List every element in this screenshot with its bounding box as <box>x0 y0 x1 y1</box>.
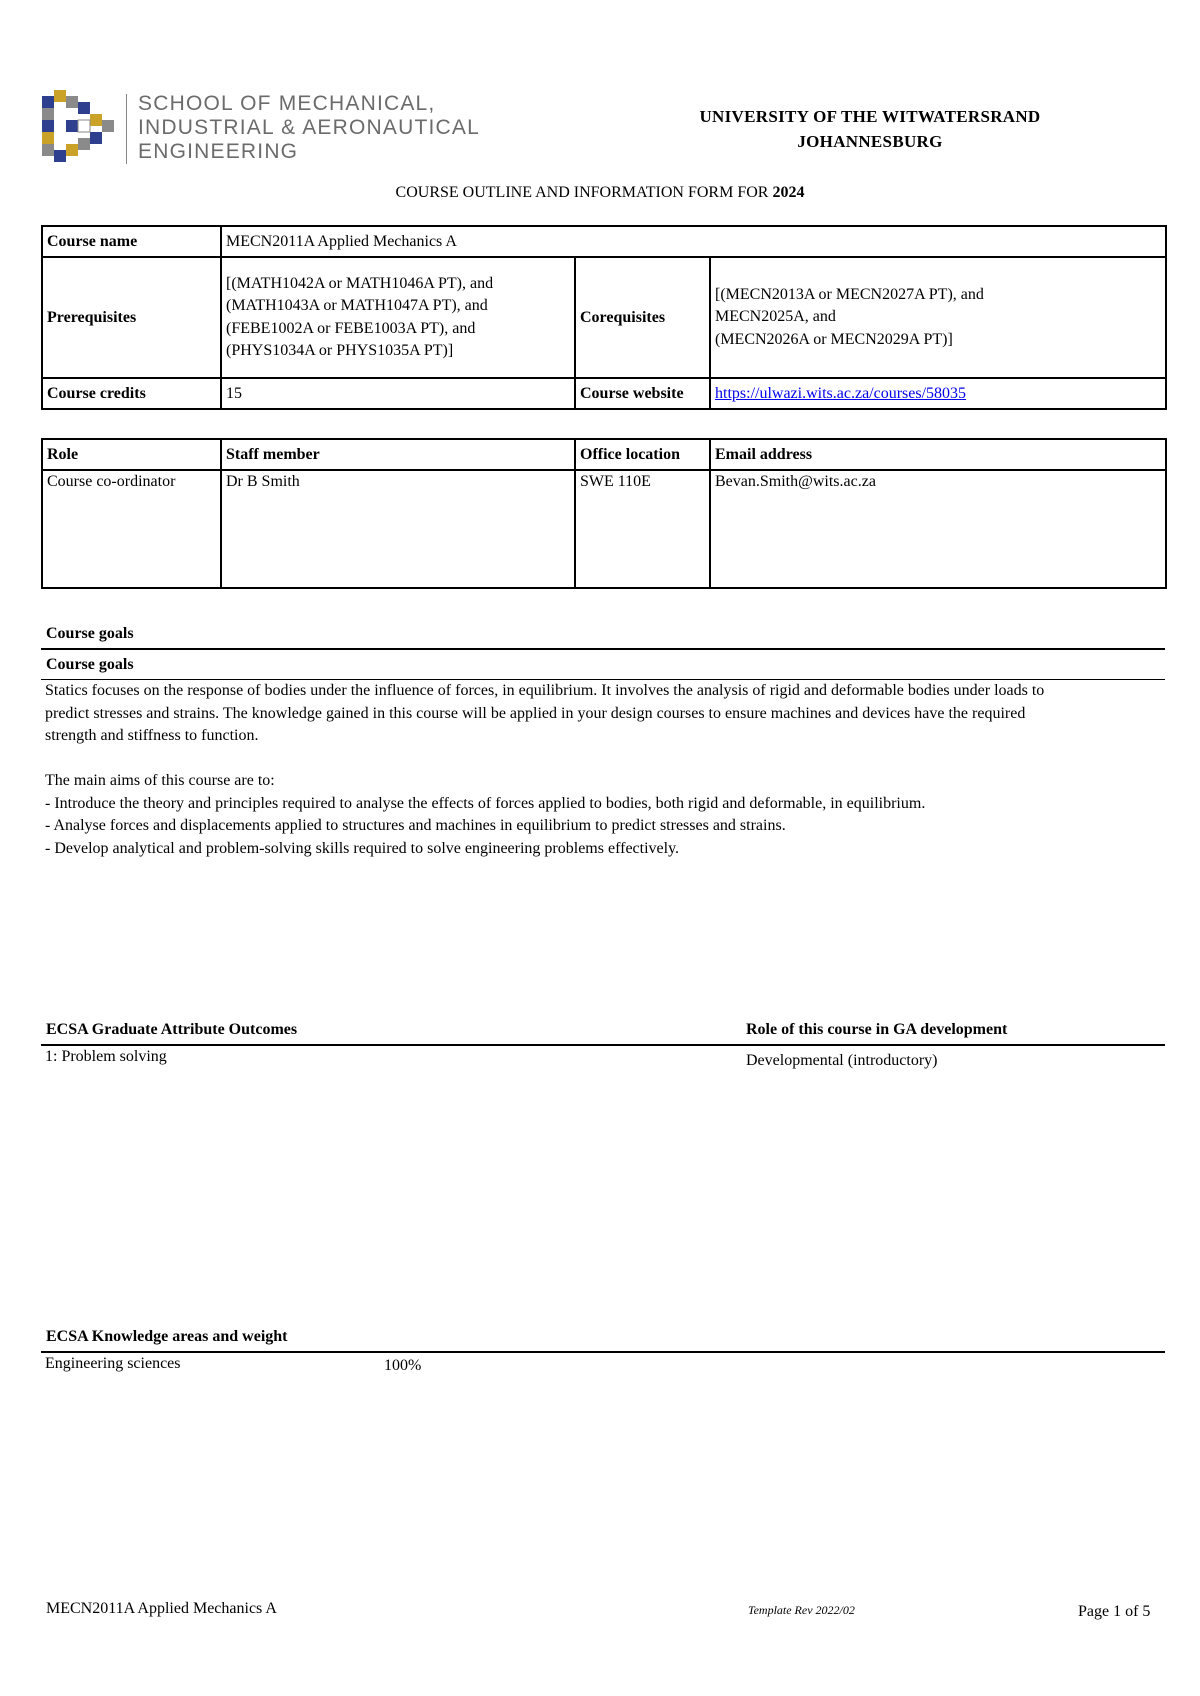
website-label: Course website <box>575 378 710 409</box>
staff-header-row <box>42 439 1166 470</box>
coreq-line: MECN2025A, and <box>715 308 836 326</box>
aims-intro: The main aims of this course are to: <box>45 772 275 789</box>
school-name-line: ENGINEERING <box>138 140 299 163</box>
coreq-line: (MECN2026A or MECN2029A PT)] <box>715 330 953 348</box>
ka-weight: 100% <box>384 1357 422 1374</box>
logo-divider <box>126 94 127 164</box>
aim-item: - Develop analytical and problem-solving skills required to solve engineering problems effectively. <box>45 839 680 857</box>
staff-row <box>42 470 1166 588</box>
staff-email: Bevan.Smith@wits.ac.za <box>710 470 1166 588</box>
aim-item: - Introduce the theory and principles required to analyse the effects of forces applied to bodies, both rigid and deformable, in equilibrium. <box>45 794 926 812</box>
ga-outcome: 1: Problem solving <box>45 1048 167 1065</box>
course-info-table <box>41 225 1167 410</box>
staff-role: Course co-ordinator <box>42 470 221 588</box>
form-year: 2024 <box>772 184 805 201</box>
ga-role-value: Developmental (introductory) <box>746 1052 938 1069</box>
coreq-value <box>710 257 1166 378</box>
footer-page: Page 1 of 5 <box>1078 1603 1151 1620</box>
ga-rule <box>41 1044 1165 1046</box>
staff-member: Dr B Smith <box>221 470 575 588</box>
prereq-row <box>42 257 1166 378</box>
school-logo-mark-icon <box>42 90 114 166</box>
credits-row <box>42 378 1166 409</box>
goals-sub-title: Course goals <box>46 656 134 673</box>
goals-body <box>45 680 1165 860</box>
staff-header-office: Office location <box>575 439 710 470</box>
course-name-value: MECN2011A Applied Mechanics A <box>221 226 1166 257</box>
prereq-line: (FEBE1002A or FEBE1003A PT), and <box>226 319 476 337</box>
staff-header-role: Role <box>42 439 221 470</box>
course-name-row <box>42 226 1166 257</box>
form-title <box>0 184 1200 202</box>
goals-paragraph-line: Statics focuses on the response of bodies under the influence of forces, in equilibrium. It involves the analysis of rigid and deformable bodies under loads to <box>45 682 1045 699</box>
website-cell <box>710 378 1166 409</box>
staff-office: SWE 110E <box>575 470 710 588</box>
school-logo <box>42 90 114 166</box>
coreq-line: [(MECN2013A or MECN2027A PT), and <box>715 285 984 303</box>
ga-role-title: Role of this course in GA development <box>746 1021 1008 1038</box>
ga-title: ECSA Graduate Attribute Outcomes <box>46 1021 298 1038</box>
prereq-line: (PHYS1034A or PHYS1035A PT)] <box>226 342 454 359</box>
university-line2: JOHANNESBURG <box>797 132 943 151</box>
goals-paragraph-line: predict stresses and strains. The knowledge gained in this course will be applied in your design courses to ensure machines and devices have the required <box>45 704 1026 722</box>
staff-header-email: Email address <box>710 439 1166 470</box>
prereq-line: (MATH1043A or MATH1047A PT), and <box>226 297 488 314</box>
prereq-value <box>221 257 575 378</box>
prereq-line: [(MATH1042A or MATH1046A PT), and <box>226 274 494 292</box>
form-title-text: COURSE OUTLINE AND INFORMATION FORM FOR <box>395 184 769 201</box>
goals-paragraph-line: strength and stiffness to function. <box>45 727 259 744</box>
staff-header-member: Staff member <box>221 439 575 470</box>
school-name-line: SCHOOL OF MECHANICAL, <box>138 92 436 115</box>
staff-table <box>41 438 1167 589</box>
aim-item: - Analyse forces and displacements applied to structures and machines in equilibrium to predict stresses and strains. <box>45 817 786 834</box>
ka-rule <box>41 1351 1165 1353</box>
footer-template: Template Rev 2022/02 <box>748 1603 855 1617</box>
footer-course: MECN2011A Applied Mechanics A <box>46 1600 277 1617</box>
course-website-link[interactable]: https://ulwazi.wits.ac.za/courses/58035 <box>715 384 967 402</box>
goals-rule-1 <box>41 648 1165 650</box>
university-line1: UNIVERSITY OF THE WITWATERSRAND <box>699 107 1041 126</box>
prereq-label: Prerequisites <box>42 257 221 378</box>
university-heading <box>640 104 1100 154</box>
credits-label: Course credits <box>42 378 221 409</box>
goals-section-title: Course goals <box>46 625 134 642</box>
course-name-label: Course name <box>42 226 221 257</box>
school-name <box>138 92 538 164</box>
coreq-label: Corequisites <box>575 257 710 378</box>
school-name-line: INDUSTRIAL & AERONAUTICAL <box>138 116 480 139</box>
credits-value: 15 <box>221 378 575 409</box>
ka-area: Engineering sciences <box>45 1355 181 1372</box>
ka-title: ECSA Knowledge areas and weight <box>46 1328 288 1345</box>
